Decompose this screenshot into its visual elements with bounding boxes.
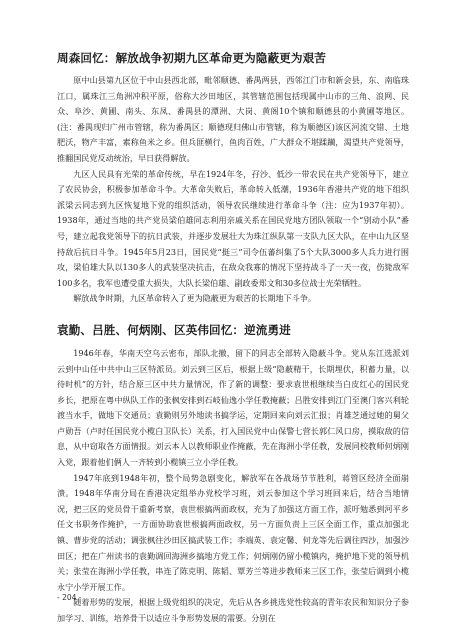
paragraph-2-2: 1947年底到1948年初，整个局势急剧变化，解放军在各战场节节胜利，蒋管区经济全面崩溃。1948年华南分局在香港决定组举办党校学习班，刘云参加这个学习班回来后，结合当地情况，把三区的党员骨干重新考察，袁世根搞两面政权，充为了加强这方面工作，派吁勉悉到河平乡任文书职务作掩护，一方面协助袁世根搞两面政权，另一方面负责上三区全面工作，重点加强北镇、曹步党的活动；调张枫往沙田区搞武装工作；李端英、袁定馨、何龙等先后调往四沙，加强沙田区；把在广州读书的袁勤调回海洲乡搞地方党工作；何炳刚仍留小榄镇内，掩护地下党的领导机关；张莹在海洲小学任教，串连了陈克明、陈韬、覃芳兰等进步教师来三区工作，张莹后调到小榄永宁小学开展工作。 <box>57 472 409 592</box>
section-heading-yuan-qin: 袁勤、吕胜、何炳刚、区英伟回忆：逆流勇进 <box>57 322 291 337</box>
section-heading-zhou-sen: 周森回忆：解放战争初期九区革命更为隐蔽更为艰苦 <box>57 51 326 65</box>
paragraph-1-1: 原中山县第九区位于中山县西北部，毗邻顺德、番禺两县，西邻江门市和新会县，东、南临珠江口，属珠江三角洲冲积平原，俗称大沙田地区，其管辖范围包括现属中山市的三角、浪网、民众、阜沙、黄圃、南头、东凤、番禺县的潭洲、大岗、黄阁10个镇和顺德县的小黄圃等地区。(注：番禺现归广州市管辖，称为番禺区；顺德现归佛山市管辖，称为顺德区)该区河流交错、土地肥沃，物产丰富，素称鱼米之乡。但兵匪横行，鱼肉百姓，广大群众不堪蹂躏，渴望共产党领导，推翻国民党反动统治，早日获得解放。 <box>57 75 409 163</box>
paragraph-2-1: 1946年春，华南天空乌云密布，部队北撤，留下的同志全部转入隐蔽斗争。党从东江选派刘云到中山任中共中山三区特派员。刘云到三区后，根据上级“隐蔽精干，长期埋伏，积蓄力量，以待时机”的方针，结合原三区中共力量情况，作了新的调整：要求袁世根继续当白皮红心的国民党乡长，把原在粤中纵队工作的张枫安排到石岐仙逸小学任教掩蔽；吕胜安排到江门至澳门客兴利轮渡当水手，做地下交通员；袁勤则另外地读书搞学运，定期回来向刘云汇报；肖雄芝通过她的舅父卢勋吾（卢时任国民党小榄白卫队长）关系，打入国民党中山保警七营长郭仁风口房，摸取敌的信息，从中窃取各方面情报。刘云本人以教师职业作掩蔽，先在海洲小学任教，发展同校教师何炳刚入党，跟着他们俩人一齐转到小榄镇三立小学任教。 <box>57 347 409 468</box>
page-number: - 204 - <box>57 593 82 602</box>
paragraph-1-3: 解放战争时期，九区革命转入了更为隐蔽更为艰苦的长期地下斗争。 <box>73 293 317 304</box>
page-content <box>57 50 409 627</box>
paragraph-1-2: 九区人民具有光荣的革命传统，早在1924年冬，孖沙、低沙一带农民在共产党领导下，建立了农民协会，积极参加革命斗争。大革命失败后，革命转入低潮，1936年香港共产党的地下组织派梁云同志到九区恢复地下党的组织活动，领导农民继续进行革命斗争（注：应为1937年初）。1938年，通过当地的共产党员梁伯雄同志利用亲戚关系在国民党地方团队领取一个“别动小队”番号，建立起我党领导下的抗日武装，并逐步发展壮大为珠江纵队第一支队九区大队，在中山九区坚持敌后抗日斗争。1945年5月23日，国民党“挺三”司令伍蕃纠集了5个大队3000多人兵力进行围攻，梁伯雄大队以130多人的武装坚决抗击，在敌众我寡的情况下坚持战斗了一天一夜，伤毙敌军100多名，我军也遭受重大损失，大队长梁伯雄、副政委郑文和30多位战士光荣牺牲。 <box>57 168 409 288</box>
paragraph-2-3: 随着形势的发展，根据上级党组织的决定，先后从各乡挑选党性较高的青年农民和知识分子参加学习、训练，培养骨干以适应斗争形势发展的需要。分别在 <box>57 597 409 623</box>
